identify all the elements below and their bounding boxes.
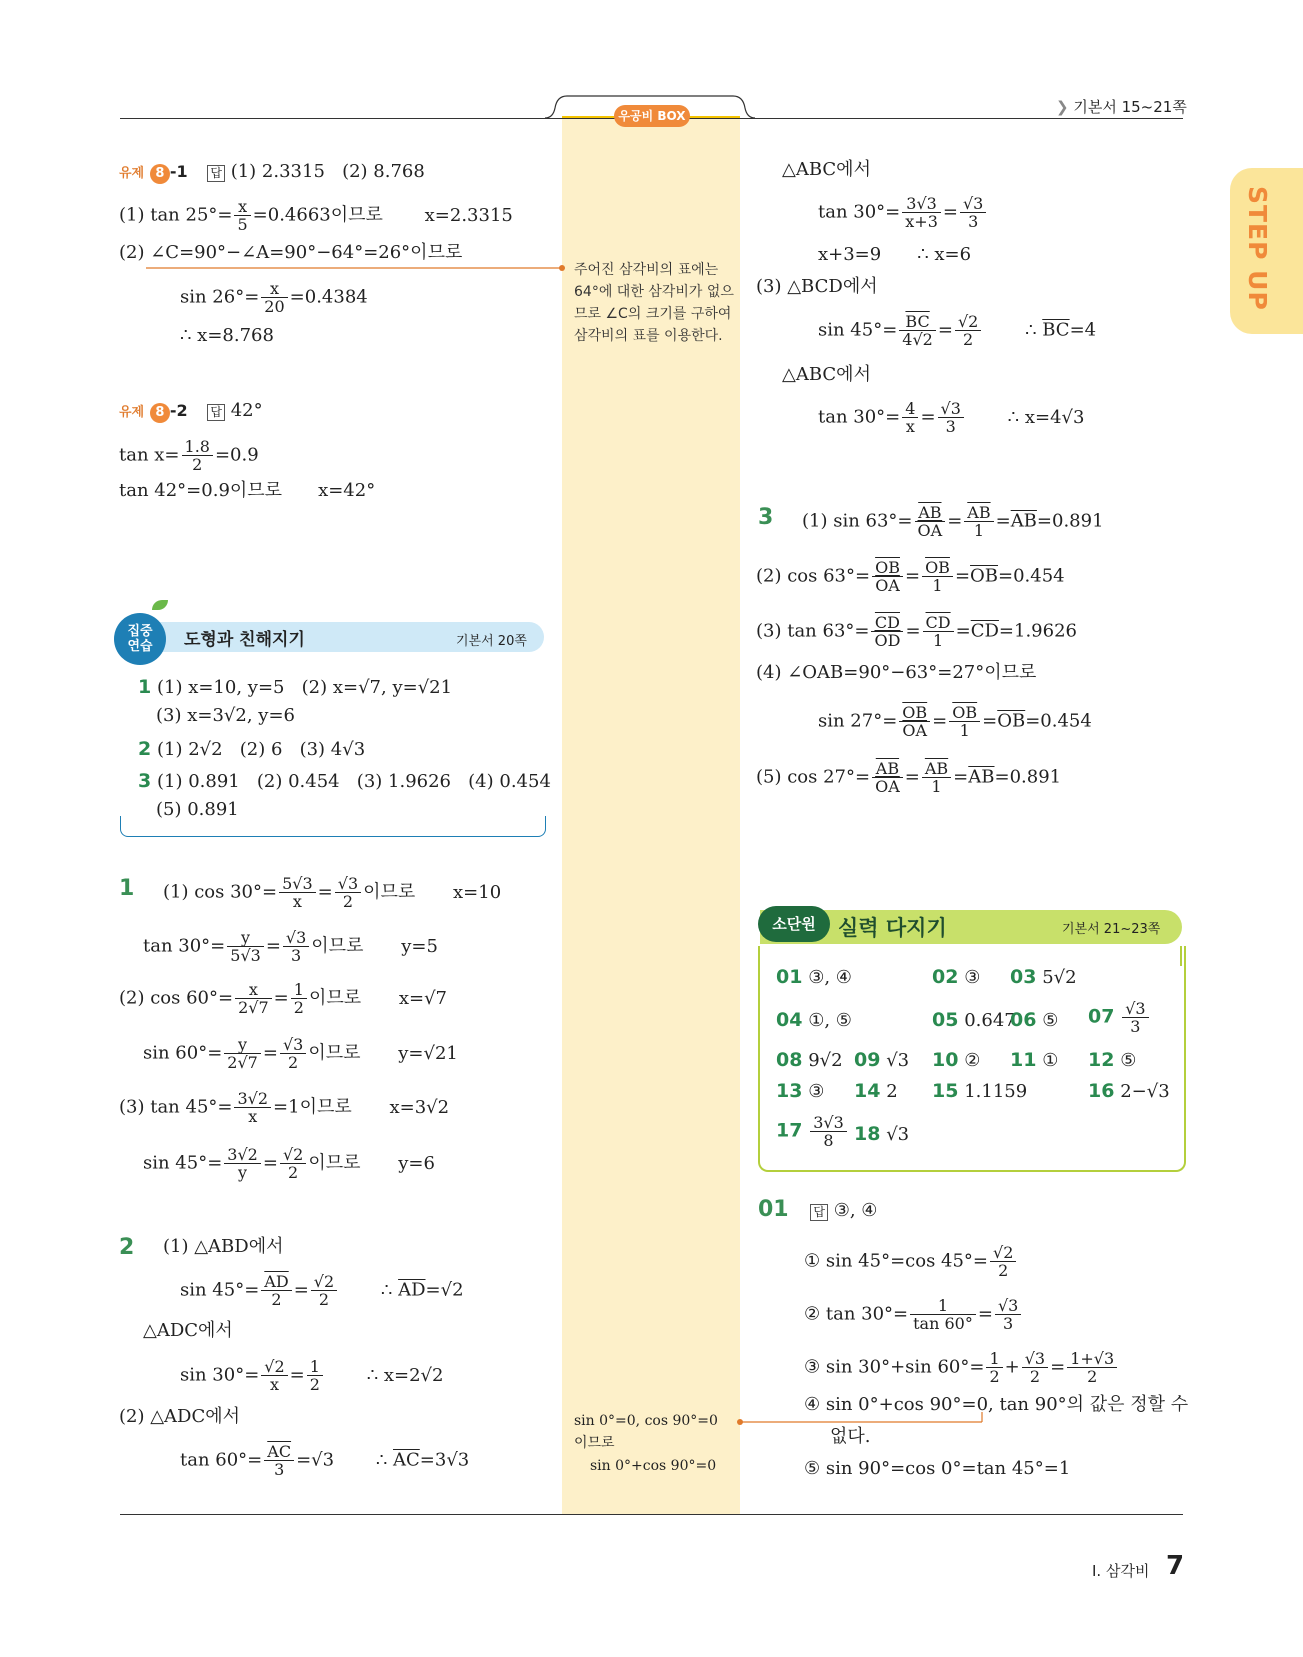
sol01-o3: ③ sin 30°+sin 60°= $\frac{1}{2}$ + $\frac{√3}{2}$ = $\frac{1+√3}{2}$: [804, 1350, 1119, 1385]
leaf-icon: [152, 600, 168, 610]
practice-badge: 집중연습: [114, 613, 166, 665]
answer-10: 10 ②: [932, 1049, 981, 1071]
cont-e3: sin 45°= $\frac{\overline{BC}}{4√2}$ = $\frac{√2}{2}$ ∴ $\overline{BC}=4$: [818, 312, 1097, 349]
note-connector-1: [146, 262, 566, 272]
footer-chapter: Ⅰ. 삼각비: [1092, 1562, 1150, 1580]
sol3-number: 3: [758, 505, 774, 530]
step-up-label: STEP UP: [1243, 186, 1272, 311]
chevron-right-icon: ❯: [1056, 98, 1069, 116]
ex81-line1: (1) tan 25°= $\frac{x}{5}$ =0.4663이므로 x=2.3315: [119, 197, 513, 234]
sol2-e3: tan 60°= $\frac{\overline{AC}}{3}$ =√3 ∴ $\overline{AC}=3√3$: [180, 1442, 470, 1479]
note-2c: sin 0°+cos 90°=0: [590, 1458, 717, 1474]
answer-07: 07 $\frac{√3}{3}$: [1088, 1000, 1151, 1035]
unit-ref: 기본서 21~23쪽: [1062, 922, 1161, 937]
answer-mark-icon: 답: [207, 404, 225, 421]
practice-box-border: [120, 816, 546, 837]
cont-e2: x+3=9 ∴ x=6: [818, 244, 972, 265]
practice-row3: 3 (1) 0.891 (2) 0.454 (3) 1.9626 (4) 0.454: [138, 770, 551, 792]
sol1-c2: sin 45°= $\frac{3√2}{y}$ = $\frac{√2}{2}$ 이므로 y=6: [143, 1145, 435, 1182]
ex81-line3: sin 26°= $\frac{x}{20}$ =0.4384: [180, 279, 368, 316]
sol3-f: (5) cos 27°= $\frac{\overline{AB}}{OA}$ = $\frac{\overline{AB}}{1}$ $=\overline{AB}=0.891$: [756, 759, 1062, 796]
box-label: 우공비 BOX: [614, 105, 690, 127]
sol2-e1: sin 45°= $\frac{\overline{AD}}{2}$ = $\frac{√2}{2}$ ∴ $\overline{AD}=√2$: [180, 1272, 464, 1309]
practice-row2: 2 (1) 2√2 (2) 6 (3) 4√3: [138, 738, 366, 760]
sol1-a1: (1) cos 30°= $\frac{5√3}{x}$ = $\frac{√3}{2}$ 이므로 x=10: [163, 874, 502, 911]
answer-13: 13 ③: [776, 1080, 825, 1102]
sol2-h3: (2) △ADC에서: [119, 1406, 241, 1427]
page-number: 7: [1166, 1551, 1185, 1581]
ex81-line4: ∴ x=8.768: [180, 325, 274, 346]
cont-e1: tan 30°= $\frac{3√3}{x+3}$ = $\frac{√3}{3}$: [818, 195, 988, 230]
sol01-header: 01 답 ③, ④: [758, 1197, 878, 1222]
answer-09: 09 √3: [854, 1049, 910, 1071]
sol2-h2: △ADC에서: [143, 1320, 233, 1341]
answer-01: 01 ③, ④: [776, 966, 852, 988]
answer-14: 14 2: [854, 1080, 898, 1102]
sol3-d: (4) ∠OAB=90°−63°=27°이므로: [756, 662, 1037, 683]
sol01-o5: ⑤ sin 90°=cos 0°=tan 45°=1: [804, 1458, 1071, 1479]
sol1-b1: (2) cos 60°= $\frac{x}{2√7}$ = $\frac{1}{2}$ 이므로 x=√7: [119, 980, 447, 1017]
cont-e4: tan 30°= $\frac{4}{x}$ = $\frac{√3}{3}$ ∴ x=4√3: [818, 399, 1085, 436]
page-ref: ❯ 기본서 15~21쪽: [1056, 98, 1187, 116]
sol3-c: (3) tan 63°= $\frac{\overline{CD}}{OD}$ = $\frac{\overline{CD}}{1}$ $=\overline{CD}=1.9626$: [756, 613, 1077, 650]
sol2-number: 2: [119, 1235, 135, 1260]
answer-03: 03 5√2: [1010, 966, 1077, 988]
answer-12: 12 ⑤: [1088, 1049, 1137, 1071]
answer-16: 16 2−√3: [1088, 1080, 1170, 1102]
ex82-line2: tan 42°=0.9이므로 x=42°: [119, 480, 376, 501]
ex81-line2: (2) ∠C=90°−∠A=90°−64°=26°이므로: [119, 242, 463, 263]
practice-ref: 기본서 20쪽: [456, 634, 527, 649]
unit-box-right-tick: [1180, 946, 1182, 966]
answer-11: 11 ①: [1010, 1049, 1059, 1071]
sol01-o4b: 없다.: [830, 1426, 871, 1447]
unit-badge: 소단원: [758, 906, 830, 942]
practice-row1b: (3) x=3√2, y=6: [156, 705, 295, 726]
sol1-number: 1: [119, 876, 135, 901]
sol01-o2: ② tan 30°= $\frac{1}{\tan 60^\circ}$ = $\frac{√3}{3}$: [804, 1297, 1023, 1332]
unit-title: 실력 다지기: [838, 916, 947, 940]
footer-rule: [120, 1514, 1183, 1515]
answer-15: 15 1.1159: [932, 1080, 1028, 1102]
sol3-a: (1) sin 63°= $\frac{\overline{AB}}{OA}$ = $\frac{\overline{AB}}{1}$ $=\overline{AB}=0.891$: [802, 503, 1104, 540]
answer-mark-icon: 답: [810, 1204, 828, 1221]
answer-05: 05 0.647: [932, 1009, 1016, 1031]
sol3-b: (2) cos 63°= $\frac{\overline{OB}}{OA}$ = $\frac{\overline{OB}}{1}$ $=\overline{OB}=0.454$: [756, 558, 1065, 595]
practice-row3b: (5) 0.891: [156, 799, 239, 820]
note-1: 주어진 삼각비의 표에는 64°에 대한 삼각비가 없으므로 ∠C의 크기를 구하여 삼각비의 표를 이용한다.: [574, 262, 734, 344]
sol1-c1: (3) tan 45°= $\frac{3√2}{x}$ =1이므로 x=3√2: [119, 1089, 450, 1126]
note-2a: sin 0°=0, cos 90°=0: [574, 1413, 718, 1429]
practice-row1: 1 (1) x=10, y=5 (2) x=√7, y=√21: [138, 676, 453, 698]
sol1-b2: sin 60°= $\frac{y}{2√7}$ = $\frac{√3}{2}$ 이므로 y=√21: [143, 1035, 458, 1072]
answer-04: 04 ①, ⑤: [776, 1009, 852, 1031]
answer-08: 08 9√2: [776, 1049, 843, 1071]
cont-h3: △ABC에서: [782, 364, 871, 385]
answer-17: 17 $\frac{3√3}{8}$: [776, 1114, 849, 1149]
ex82-line1: tan x= $\frac{1.8}{2}$ =0.9: [119, 437, 259, 474]
sol01-o4a: ④ sin 0°+cos 90°=0, tan 90°의 값은 정할 수: [804, 1394, 1189, 1415]
sol3-e: sin 27°= $\frac{\overline{OB}}{OA}$ = $\frac{\overline{OB}}{1}$ $=\overline{OB}=0.454$: [818, 703, 1092, 740]
practice-title: 도형과 친해지기: [184, 630, 305, 650]
cont-h2: (3) △BCD에서: [756, 276, 878, 297]
unit-box-left-tick: [758, 946, 760, 966]
sol01-o1: ① sin 45°=cos 45°= $\frac{√2}{2}$: [804, 1244, 1018, 1279]
ex82-header: 유제 8 -2 답 42°: [119, 400, 263, 421]
sol2-h1: (1) △ABD에서: [163, 1236, 284, 1257]
sol2-e2: sin 30°= $\frac{√2}{x}$ = $\frac{1}{2}$ ∴ x=2√2: [180, 1357, 444, 1394]
answer-mark-icon: 답: [207, 165, 225, 182]
note-2b: 이므로: [574, 1435, 615, 1451]
cont-h1: △ABC에서: [782, 159, 871, 180]
answer-02: 02 ③: [932, 966, 981, 988]
ex81-header: 유제 8 -1 답 (1) 2.3315 (2) 8.768: [119, 161, 425, 182]
sol1-a2: tan 30°= $\frac{y}{5√3}$ = $\frac{√3}{3}$ 이므로 y=5: [143, 928, 438, 965]
answer-18: 18 √3: [854, 1123, 910, 1145]
ex-number-badge: 8: [150, 164, 170, 184]
answer-06: 06 ⑤: [1010, 1009, 1059, 1031]
